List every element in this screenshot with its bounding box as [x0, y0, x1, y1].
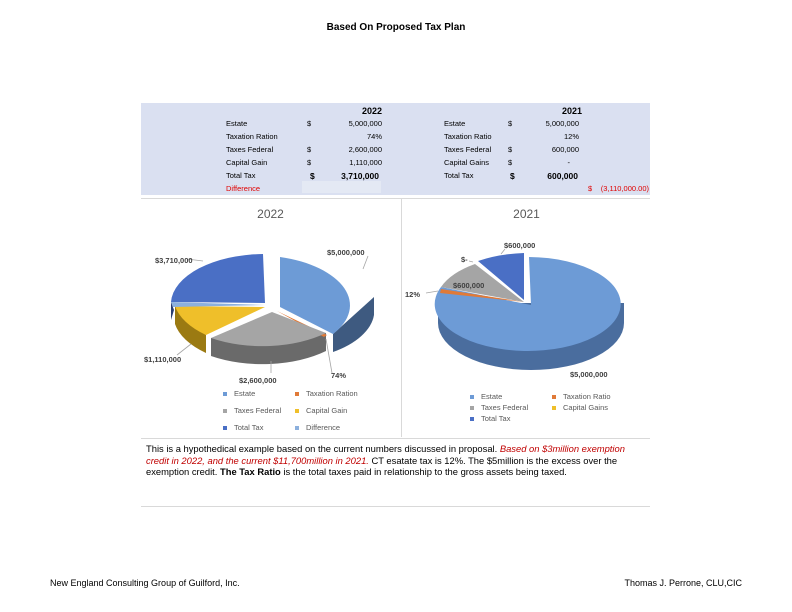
leader-2022-capital — [177, 344, 191, 355]
row-value-2022: 2,600,000 — [348, 145, 382, 154]
difference-cell-highlight — [302, 181, 381, 193]
row-label-2022: Capital Gain — [226, 158, 268, 167]
leader-2021-capital — [469, 261, 473, 262]
legend-label: Capital Gains — [563, 403, 609, 412]
explanation-note — [146, 443, 646, 478]
divider-bottom — [141, 506, 650, 507]
divider-vertical — [401, 199, 402, 437]
legend-swatch — [470, 406, 474, 410]
legend-item — [223, 389, 255, 398]
legend-item — [223, 423, 263, 432]
legend-label: Estate — [481, 392, 503, 401]
row-label-2021: Estate — [444, 119, 466, 128]
row-label-2021: Taxes Federal — [444, 145, 492, 154]
row-label-2021: Taxation Ratio — [444, 132, 492, 141]
label-2022-total-tax: $3,710,000 — [155, 256, 193, 265]
label-2022-federal: $2,600,000 — [239, 376, 277, 385]
label-2021-capital-gains: $- — [461, 255, 468, 264]
legend-swatch — [295, 426, 299, 430]
footer-right: Thomas J. Perrone, CLU,CIC — [624, 578, 742, 588]
label-2021-federal: $600,000 — [453, 281, 485, 290]
row-currency-2021: $ — [508, 119, 513, 128]
footer-left: New England Consulting Group of Guilford, Inc. — [50, 578, 240, 588]
chart-2022-svg — [141, 199, 400, 437]
row-label-2022: Taxation Ration — [226, 132, 278, 141]
row-currency-2021: $ — [508, 158, 513, 167]
row-currency-2021: $ — [510, 171, 515, 181]
legend-label: Total Tax — [481, 414, 511, 423]
legend-item — [470, 403, 528, 412]
difference-currency: $ — [588, 184, 593, 193]
table-year-2022: 2022 — [362, 106, 383, 116]
row-currency-2022: $ — [307, 158, 312, 167]
legend-label: Capital Gain — [306, 406, 348, 415]
legend-label: Taxes Federal — [481, 403, 529, 412]
pie-2022-group — [171, 254, 374, 364]
chart-2022-panel — [141, 199, 400, 437]
legend-item — [470, 392, 502, 401]
row-value-2021: 5,000,000 — [545, 119, 579, 128]
chart-2022-title: 2022 — [257, 207, 284, 221]
legend-item — [552, 392, 611, 401]
chart-2021-panel — [403, 199, 650, 437]
row-value-2021: 12% — [563, 132, 579, 141]
page-title: Based On Proposed Tax Plan — [326, 22, 466, 33]
legend-label: Taxation Ratio — [563, 392, 611, 401]
difference-value: (3,110,000.00) — [600, 184, 649, 193]
divider-middle — [141, 438, 650, 439]
label-2021-taxation-ratio: 12% — [405, 290, 421, 299]
legend-label: Total Tax — [234, 423, 264, 432]
legend-item — [295, 423, 340, 432]
note-part-5: is the total taxes paid in relationship to the gross assets being taxed. — [280, 466, 567, 477]
row-currency-2022: $ — [307, 119, 312, 128]
row-value-2022: 74% — [366, 132, 382, 141]
legend-swatch — [295, 409, 299, 413]
leader-2022-estate — [363, 256, 368, 269]
total-tax-2022: 3,710,000 — [341, 171, 379, 181]
label-2022-estate: $5,000,000 — [327, 248, 365, 257]
row-value-2021: 600,000 — [551, 145, 579, 154]
legend-label: Taxes Federal — [234, 406, 282, 415]
row-label-2022: Estate — [226, 119, 248, 128]
row-value-2022: 1,110,000 — [349, 158, 382, 167]
legend-item — [470, 414, 510, 423]
legend-swatch — [295, 392, 299, 396]
chart-2021-svg — [403, 199, 650, 437]
note-part-3: CT esatate tax is 12%. The $5million is the excess over the exemption credit. — [146, 454, 618, 477]
legend-swatch — [552, 395, 556, 399]
leader-2022-taxation — [326, 339, 332, 373]
difference-label: Difference — [226, 184, 261, 193]
table-year-2021: 2021 — [562, 106, 583, 116]
chart-2021-title: 2021 — [513, 207, 540, 221]
row-label-2021: Capital Gains — [444, 158, 490, 167]
leader-2021-taxation — [426, 291, 438, 293]
legend-swatch — [470, 395, 474, 399]
legend-swatch — [470, 417, 474, 421]
legend-item — [295, 389, 358, 398]
legend-swatch — [223, 409, 227, 413]
legend-label: Estate — [234, 389, 256, 398]
legend-item — [552, 403, 608, 412]
row-label-2022: Taxes Federal — [226, 145, 274, 154]
row-value-2021: - — [567, 158, 570, 167]
note-part-4: The Tax Ratio — [220, 466, 281, 477]
note-part-2: Based on $3million exemption credit in 2022, and the current $11,700million in 2021. — [146, 443, 625, 466]
row-label-2022: Total Tax — [226, 171, 256, 180]
row-currency-2022: $ — [307, 145, 312, 154]
legend-swatch — [223, 426, 227, 430]
legend-item — [223, 406, 281, 415]
total-tax-2021: 600,000 — [547, 171, 578, 181]
label-2021-total-tax: $600,000 — [504, 241, 536, 250]
note-part-1: This is a hypothedical example based on the current numbers discussed in proposal. — [146, 443, 500, 454]
divider-top — [141, 198, 650, 199]
legend-swatch — [552, 406, 556, 410]
legend-label: Taxation Ration — [306, 389, 358, 398]
row-currency-2022: $ — [310, 171, 315, 181]
legend-item — [295, 406, 347, 415]
row-label-2021: Total Tax — [444, 171, 474, 180]
label-2022-capital: $1,110,000 — [144, 355, 182, 364]
legend-swatch — [223, 392, 227, 396]
label-2021-estate: $5,000,000 — [570, 370, 608, 379]
row-value-2022: 5,000,000 — [348, 119, 382, 128]
row-currency-2021: $ — [508, 145, 513, 154]
legend-label: Difference — [306, 423, 341, 432]
label-2022-taxation-ration: 74% — [331, 371, 347, 380]
